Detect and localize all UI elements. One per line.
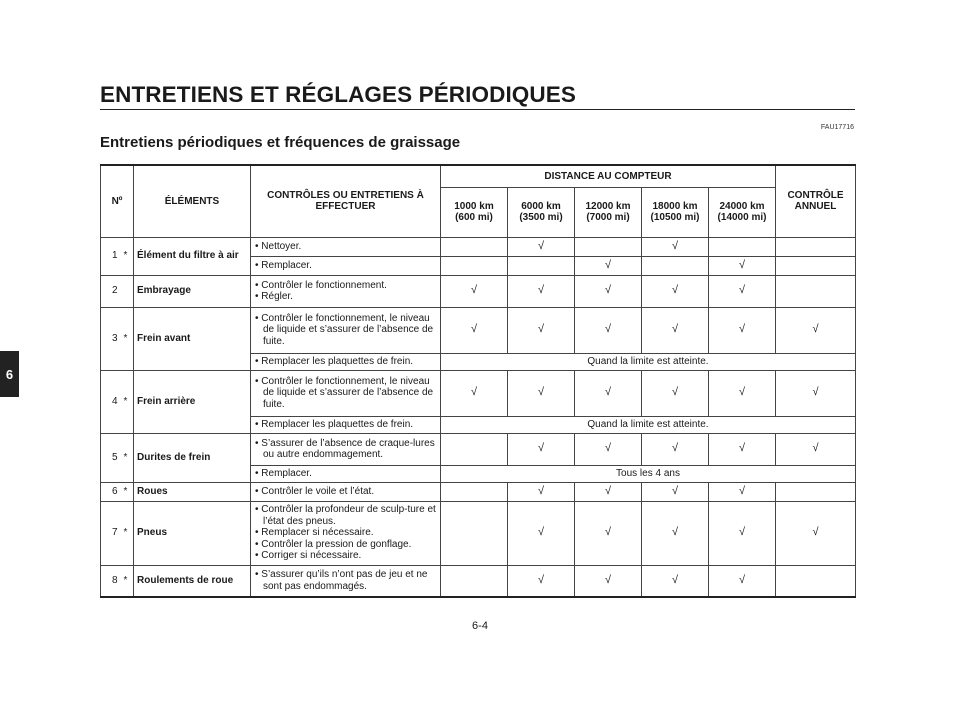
operation-cell [251,501,441,565]
check-mark [441,256,508,275]
operation-text: • Régler. [255,291,293,302]
check-mark [508,256,575,275]
operation-text: • Nettoyer. [255,240,302,252]
check-mark: √ [575,565,642,597]
operation-text: • Contrôler le fonctionnement, le niveau de liquide et s’assurer de l’absence de fuite. [255,312,434,347]
check-mark: √ [642,370,709,416]
check-mark: √ [642,433,709,465]
operation-text: • Contrôler le fonctionnement, le niveau de liquide et s’assurer de l’absence de fuite. [255,375,434,410]
check-mark: √ [642,482,709,501]
maintenance-table-body [101,237,856,597]
header-km-2 [508,187,575,237]
element-name: Roues [134,482,251,501]
header-km-4 [642,187,709,237]
check-mark [642,256,709,275]
table-row [101,370,856,416]
element-name: Embrayage [134,275,251,307]
check-mark: √ [709,565,776,597]
operation-text: • Remplacer. [255,259,312,271]
check-mark: √ [441,307,508,353]
header-no: Nº [101,165,134,237]
operation-text: • Contrôler le fonctionnement. [255,279,387,291]
check-mark: √ [508,433,575,465]
operation-cell [251,416,441,433]
dealer-asterisk [121,275,134,307]
interval-note: Tous les 4 ans [441,465,856,482]
header-km-3 [575,187,642,237]
check-mark: √ [508,370,575,416]
km-label: 24000 km [719,200,765,212]
check-mark: √ [709,275,776,307]
operation-cell [251,275,441,307]
mi-label: (10500 mi) [650,212,700,223]
annual-check-mark: √ [776,370,856,416]
operation-text: • Remplacer si nécessaire. [255,527,374,539]
check-mark: √ [575,433,642,465]
row-number: 2 [101,275,121,307]
km-label: 12000 km [585,200,631,212]
dealer-asterisk: * [121,482,134,501]
check-mark: √ [508,275,575,307]
row-number: 8 [101,565,121,597]
check-mark: √ [575,501,642,565]
operation-text: • S’assurer qu’ils n’ont pas de jeu et ne sont pas endommagés. [255,569,428,592]
operation-cell [251,465,441,482]
title-underline [100,109,855,110]
page-number: 6-4 [472,620,488,632]
header-annual: CONTRÔLE ANNUEL [776,165,856,237]
operation-text: • Contrôler le voile et l’état. [255,485,375,497]
operation-text: • Corriger si nécessaire. [255,550,362,562]
check-mark: √ [575,482,642,501]
check-mark: √ [709,501,776,565]
check-mark [575,237,642,256]
row-number: 7 [101,501,121,565]
check-mark [441,482,508,501]
check-mark: √ [709,433,776,465]
row-number: 3 [101,307,121,370]
interval-note: Quand la limite est atteinte. [441,416,856,433]
table-row [101,433,856,465]
check-mark: √ [508,237,575,256]
check-mark [441,433,508,465]
check-mark: √ [575,275,642,307]
check-mark: √ [642,565,709,597]
check-mark [709,237,776,256]
km-label: 1000 km [454,200,494,212]
header-controls: CONTRÔLES OU ENTRETIENS À EFFECTUER [251,165,441,237]
element-name: Durites de frein [134,433,251,482]
check-mark: √ [642,501,709,565]
dealer-asterisk: * [121,307,134,370]
table-row [101,501,856,565]
dealer-asterisk: * [121,565,134,597]
km-label: 6000 km [521,200,561,212]
dealer-asterisk: * [121,237,134,275]
reference-code: FAU17716 [820,124,854,131]
check-mark: √ [642,275,709,307]
check-mark [441,501,508,565]
row-number: 4 [101,370,121,433]
operation-cell [251,353,441,370]
annual-check-mark: √ [776,501,856,565]
operation-text: • S’assurer de l’absence de craque-lures ou autre endommagement. [255,437,435,460]
operation-cell [251,565,441,597]
check-mark: √ [575,307,642,353]
mi-label: (600 mi) [455,212,493,223]
header-distance: DISTANCE AU COMPTEUR [441,165,776,187]
operation-text: • Remplacer les plaquettes de frein. [255,355,414,367]
header-km-5 [709,187,776,237]
operation-text: • Remplacer les plaquettes de frein. [255,418,414,430]
table-row [101,307,856,353]
element-name: Frein arrière [134,370,251,433]
check-mark: √ [642,307,709,353]
annual-check-mark [776,237,856,256]
check-mark: √ [642,237,709,256]
page-title: ENTRETIENS ET RÉGLAGES PÉRIODIQUES [100,82,576,107]
check-mark: √ [575,256,642,275]
element-name: Pneus [134,501,251,565]
check-mark: √ [575,370,642,416]
operation-cell [251,482,441,501]
check-mark [441,237,508,256]
mi-label: (7000 mi) [586,212,630,223]
mi-label: (14000 mi) [717,212,767,223]
operation-cell [251,237,441,256]
check-mark: √ [709,307,776,353]
dealer-asterisk: * [121,433,134,482]
check-mark [441,565,508,597]
check-mark: √ [508,565,575,597]
check-mark: √ [508,307,575,353]
element-name: Frein avant [134,307,251,370]
chapter-tab: 6 [0,351,19,397]
row-number: 6 [101,482,121,501]
table-row [101,237,856,256]
mi-label: (3500 mi) [519,212,563,223]
row-number: 1 [101,237,121,275]
element-name: Élément du filtre à air [134,237,251,275]
check-mark: √ [709,482,776,501]
row-number: 5 [101,433,121,482]
section-subtitle: Entretiens périodiques et fréquences de graissage [100,134,461,151]
check-mark: √ [441,370,508,416]
annual-check-mark [776,256,856,275]
element-name: Roulements de roue [134,565,251,597]
dealer-asterisk: * [121,501,134,565]
table-row [101,275,856,307]
header-km-1 [441,187,508,237]
operation-cell [251,256,441,275]
annual-check-mark [776,565,856,597]
operation-text: • Contrôler la profondeur de sculp-ture et l’état des pneus. [255,504,436,527]
annual-check-mark: √ [776,307,856,353]
operation-cell [251,307,441,353]
operation-text: • Remplacer. [255,467,312,479]
operation-cell [251,433,441,465]
check-mark: √ [508,501,575,565]
annual-check-mark [776,482,856,501]
km-label: 18000 km [652,200,698,212]
dealer-asterisk: * [121,370,134,433]
table-row [101,482,856,501]
maintenance-table [100,164,856,598]
table-row [101,565,856,597]
annual-check-mark: √ [776,433,856,465]
check-mark: √ [508,482,575,501]
annual-check-mark [776,275,856,307]
operation-cell [251,370,441,416]
interval-note: Quand la limite est atteinte. [441,353,856,370]
header-elements: ÉLÉMENTS [134,165,251,237]
check-mark: √ [441,275,508,307]
operation-text: • Contrôler la pression de gonflage. [255,538,412,550]
check-mark: √ [709,370,776,416]
check-mark: √ [709,256,776,275]
